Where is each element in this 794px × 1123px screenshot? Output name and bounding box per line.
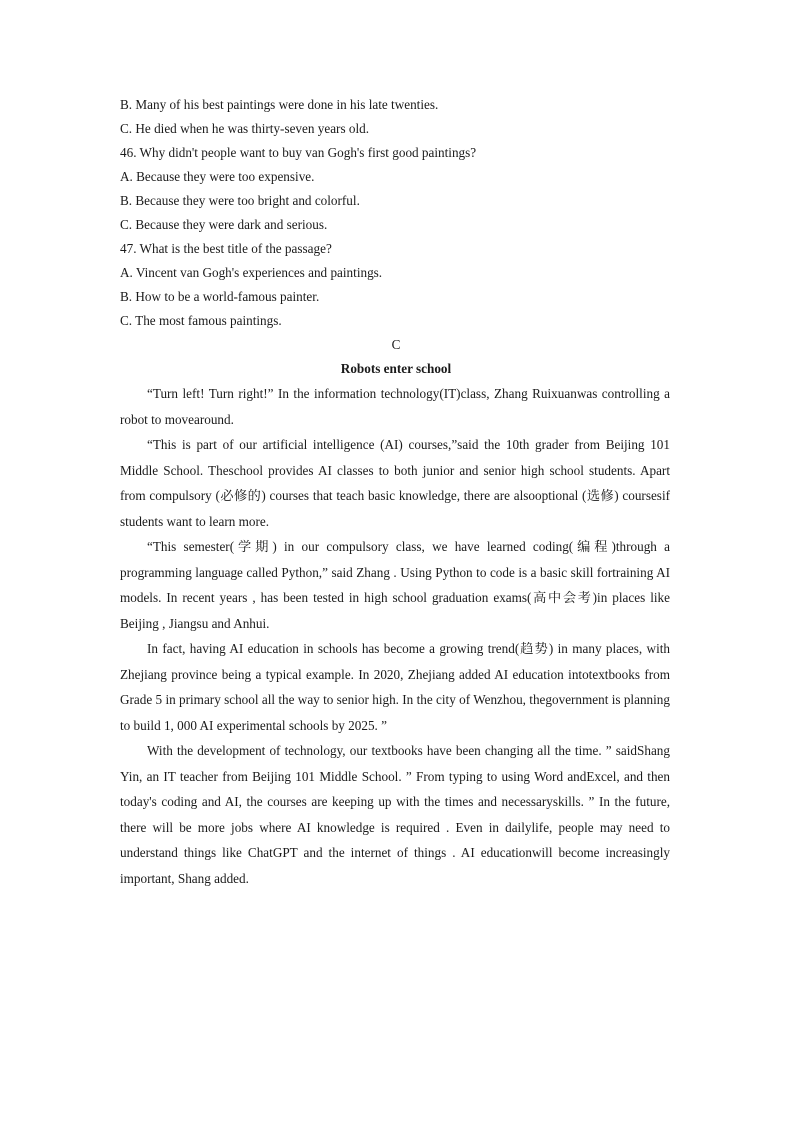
paragraph-1: “Turn left! Turn right!” In the information technology(IT)class, Zhang Ruixuanwas controlling a robot to movearound. [120, 386, 670, 427]
q46-option-c: C. Because they were dark and serious. [120, 217, 328, 232]
paragraph-2: “This is part of our artificial intelligence (AI) courses,”said the 10th grader from Beijing 101 Middle School. Theschool provides AI classes to both junior and senior high school students. Apart from compulsory (必修的) courses that teach basic knowledge, there are alsooptional (选修) coursesif students want to learn more. [120, 437, 670, 529]
paragraph-3: “This semester(学期) in our compulsory class, we have learned coding(编程)through a programming language called Python,” said Zhang . Using Python to code is a basic skill fortraining AI models. In recent years , has been tested in high school graduation exams(高中会考)in places like Beijing , Jiangsu and Anhui. [120, 539, 670, 631]
q47-option-c: C. The most famous paintings. [120, 313, 282, 328]
option-c-top: C. He died when he was thirty-seven years old. [120, 121, 370, 136]
question-46: 46. Why didn't people want to buy van Gogh's first good paintings? [120, 145, 477, 160]
paragraph-5: With the development of technology, our textbooks have been changing all the time. ” saidShang Yin, an IT teacher from Beijing 101 Middle School. ” From typing to using Word andExcel, and then today's coding and AI, the courses are keeping up with the times and necessaryskills. ” In the future, there will be more jobs where AI knowledge is required . Even in dailylife, people may need to understand things like ChatGPT and the internet of things . AI educationwill become increasingly important, Shang added. [120, 743, 670, 886]
q47-option-a: A. Vincent van Gogh's experiences and paintings. [120, 265, 383, 280]
document-page [120, 93, 670, 891]
q47-option-b: B. How to be a world-famous painter. [120, 289, 320, 304]
paragraph-4: In fact, having AI education in schools has become a growing trend(趋势) in many places, with Zhejiang province being a typical example. In 2020, Zhejiang added AI education intotextbooks from Grade 5 in primary school all the way to senior high. In the city of Wenzhou, thegovernment is planning to build 1, 000 AI experimental schools by 2025. ” [120, 641, 670, 733]
passage-title: Robots enter school [340, 361, 452, 376]
section-letter: C [391, 337, 401, 352]
option-b-top: B. Many of his best paintings were done in his late twenties. [120, 97, 439, 112]
question-47: 47. What is the best title of the passage? [120, 241, 332, 256]
q46-option-a: A. Because they were too expensive. [120, 169, 315, 184]
q46-option-b: B. Because they were too bright and colorful. [120, 193, 360, 208]
